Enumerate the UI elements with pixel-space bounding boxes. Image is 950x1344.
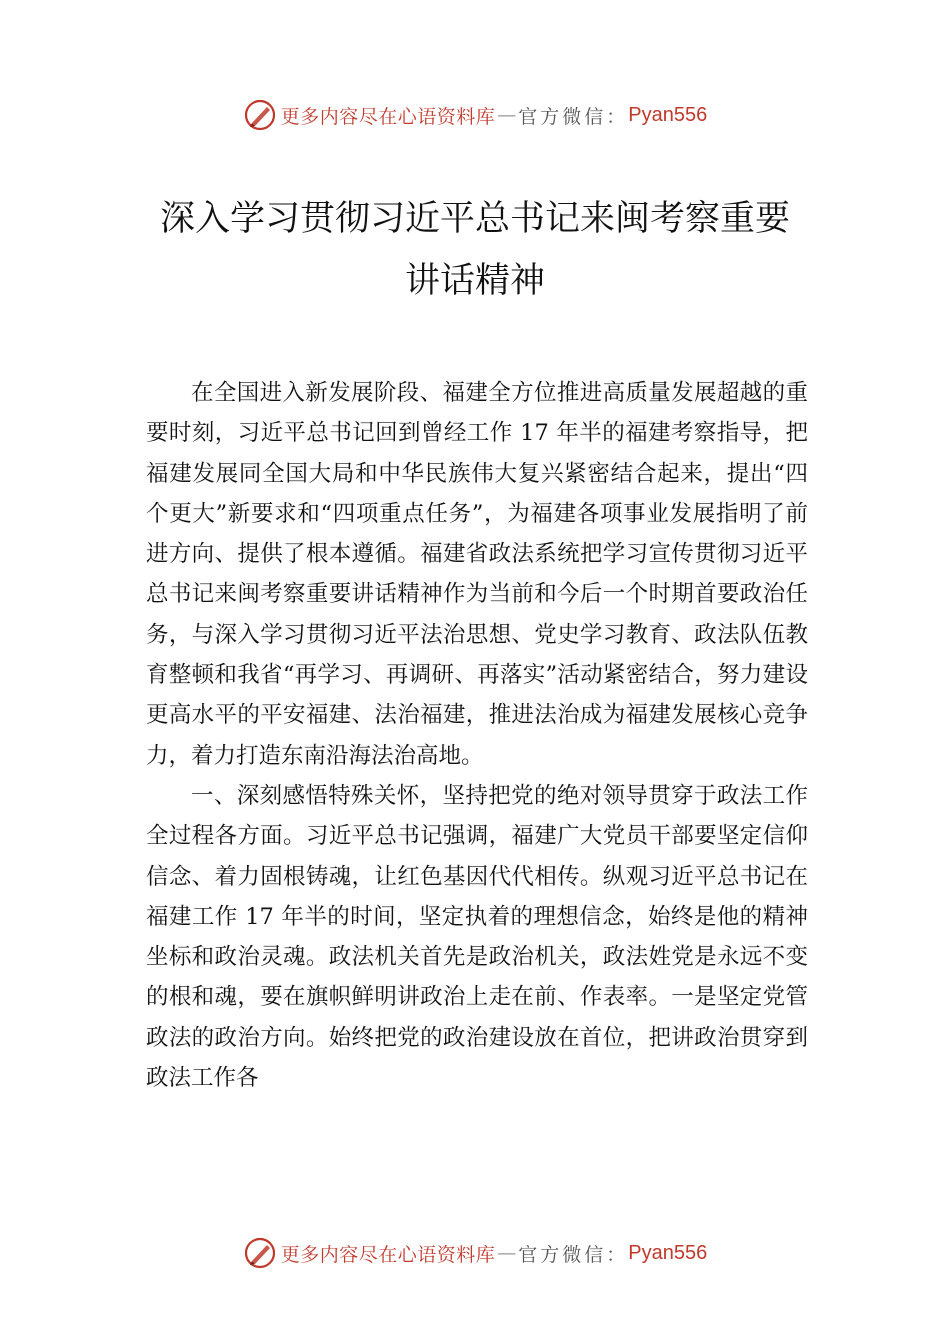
pen-logo-icon (243, 98, 277, 132)
document-title (120, 188, 830, 312)
footer-banner (0, 1233, 950, 1273)
paragraph: 在全国进入新发展阶段、福建全方位推进高质量发展超越的重要时刻，习近平总书记回到曾经工作 17 年半的福建考察指导，把福建发展同全国大局和中华民族伟大复兴紧密结合起来，提出“四个更大”新要求和“四项重点任务”，为福建各项事业发展指明了前进方向、提供了根本遵循。福建省政法系统把学习宣传贯彻习近平总书记来闽考察重要讲话精神作为当前和今后一个时期首要政治任务，与深入学习贯彻习近平法治思想、党史学习教育、政法队伍教育整顿和我省“再学习、再调研、再落实”活动紧密结合，努力建设更高水平的平安福建、法治福建，推进法治成为福建发展核心竞争力，着力打造东南沿海法治高地。 (146, 380, 808, 769)
document-body (146, 373, 808, 1098)
site-name: 更多内容尽在心语资料库 (280, 105, 496, 128)
wechat-id: Pyan556 (628, 103, 708, 126)
title-line-1: 深入学习贯彻习近平总书记来闽考察重要 (159, 199, 790, 239)
wechat-label: 官方微信： (518, 1243, 629, 1266)
header-banner (0, 95, 950, 135)
site-name: 更多内容尽在心语资料库 (280, 1243, 496, 1266)
separator-dash: — (497, 104, 517, 126)
title-line-2: 讲话精神 (404, 261, 545, 301)
wechat-id: Pyan556 (628, 1241, 708, 1264)
pen-logo-icon (243, 1236, 277, 1270)
wechat-label: 官方微信： (518, 105, 629, 128)
separator-dash: — (497, 1242, 517, 1264)
paragraph: 一、深刻感悟特殊关怀，坚持把党的绝对领导贯穿于政法工作全过程各方面。习近平总书记强调，福建广大党员干部要坚定信仰信念、着力固根铸魂，让红色基因代代相传。纵观习近平总书记在福建工作 17 年半的时间，坚定执着的理想信念，始终是他的精神坐标和政治灵魂。政法机关首先是政治机关，政法姓党是永远不变的根和魂，要在旗帜鲜明讲政治上走在前、作表率。一是坚定党管政法的政治方向。始终把党的政治建设放在首位，把讲政治贯穿到政法工作各 (146, 782, 808, 1092)
